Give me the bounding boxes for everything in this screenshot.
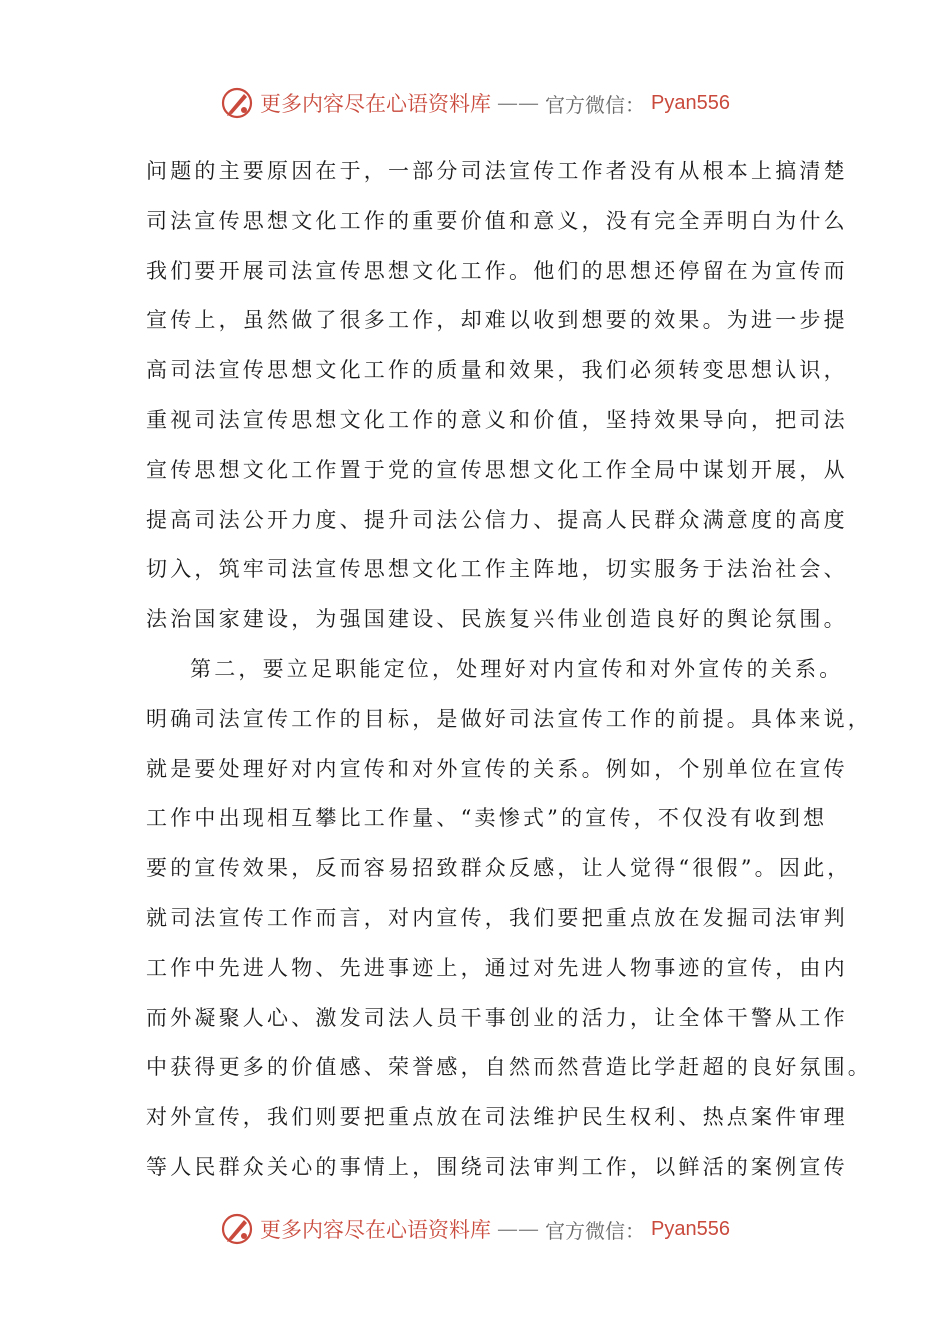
text-line: 工作中先进人物、先进事迹上，通过对先进人物事迹的宣传，由内 xyxy=(146,955,848,980)
text-line: 就司法宣传工作而言，对内宣传，我们要把重点放在发掘司法审判 xyxy=(146,905,848,930)
text-line: 中获得更多的价值感、荣誉感，自然而然营造比学赶超的良好氛围。 xyxy=(146,1055,872,1080)
text-line: 我们要开展司法宣传思想文化工作。他们的思想还停留在为宣传而 xyxy=(146,258,848,283)
banner-wechat-label: 官方微信： xyxy=(545,1218,646,1243)
banner-text: 更多内容尽在心语资料库 xyxy=(260,92,492,116)
banner-wechat-id: Pyan556 xyxy=(651,91,730,114)
text-line: 提高司法公开力度、提升司法公信力、提高人民群众满意度的高度 xyxy=(146,507,848,532)
text-line: 明确司法宣传工作的目标，是做好司法宣传工作的前提。具体来说， xyxy=(146,706,872,731)
banner-wechat-label: 官方微信： xyxy=(545,92,646,117)
footer-banner xyxy=(0,1209,950,1249)
text-line: 宣传思想文化工作置于党的宣传思想文化工作全局中谋划开展，从 xyxy=(146,457,848,482)
text-line: 要的宣传效果，反而容易招致群众反感，让人觉得“很假”。因此， xyxy=(146,856,852,881)
text-line: 司法宣传思想文化工作的重要价值和意义，没有完全弄明白为什么 xyxy=(146,208,848,233)
text-line: 法治国家建设，为强国建设、民族复兴伟业创造良好的舆论氛围。 xyxy=(146,607,848,632)
banner-dash: —— xyxy=(497,91,540,115)
text-line: 工作中出现相互攀比工作量、“卖惨式”的宣传，不仅没有收到想 xyxy=(146,806,828,831)
header-banner xyxy=(0,83,950,123)
text-line: 切入，筑牢司法宣传思想文化工作主阵地，切实服务于法治社会、 xyxy=(146,557,848,582)
text-line: 问题的主要原因在于，一部分司法宣传工作者没有从根本上搞清楚 xyxy=(146,159,848,183)
text-line: 对外宣传，我们则要把重点放在司法维护民生权利、热点案件审理 xyxy=(146,1105,848,1130)
banner-wechat-id: Pyan556 xyxy=(651,1217,730,1240)
text-line: 宣传上，虽然做了很多工作，却难以收到想要的效果。为进一步提 xyxy=(146,308,848,333)
quill-logo-icon xyxy=(220,86,254,120)
body-text xyxy=(146,147,872,1193)
text-line: 而外凝聚人心、激发司法人员干事创业的活力，让全体干警从工作 xyxy=(146,1005,848,1030)
text-line: 重视司法宣传思想文化工作的意义和价值，坚持效果导向，把司法 xyxy=(146,407,848,432)
paragraph-start-line: 第二，要立足职能定位，处理好对内宣传和对外宣传的关系。 xyxy=(190,656,844,681)
text-line: 就是要处理好对内宣传和对外宣传的关系。例如，个别单位在宣传 xyxy=(146,756,848,781)
quill-logo-icon xyxy=(220,1212,254,1246)
banner-text: 更多内容尽在心语资料库 xyxy=(260,1218,492,1242)
text-line: 高司法宣传思想文化工作的质量和效果，我们必须转变思想认识， xyxy=(146,358,848,383)
text-line: 等人民群众关心的事情上，围绕司法审判工作，以鲜活的案例宣传 xyxy=(146,1154,848,1179)
banner-dash: —— xyxy=(497,1217,540,1241)
